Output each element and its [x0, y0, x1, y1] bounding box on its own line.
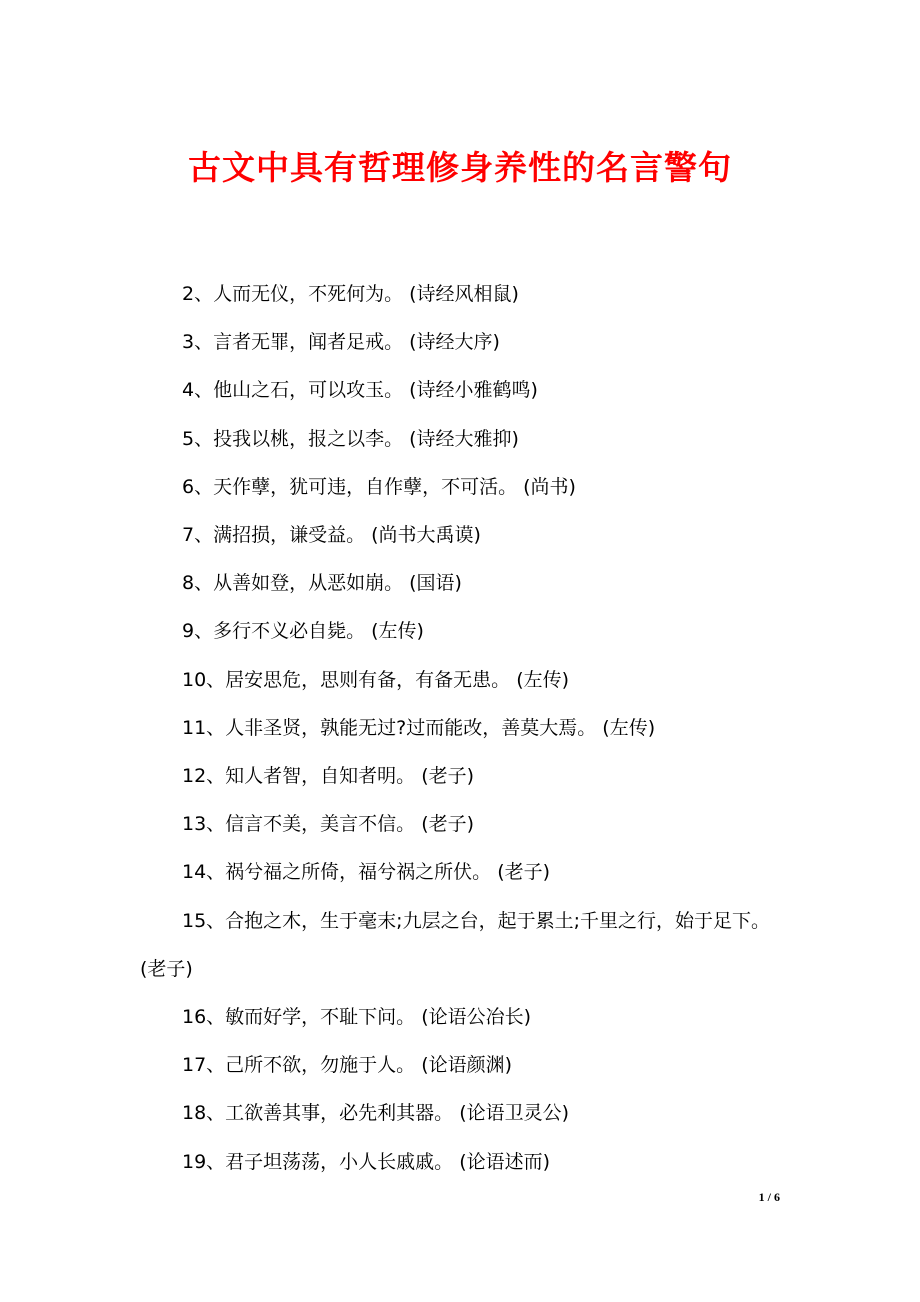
- quote-line: 18、工欲善其事，必先利其器。 (论语卫灵公): [182, 1102, 570, 1125]
- quote-line: 15、合抱之木，生于毫末;九层之台，起于累土;千里之行，始于足下。(老子): [140, 909, 770, 980]
- quote-line: 9、多行不义必自毙。 (左传): [182, 620, 424, 643]
- quote-line: 17、己所不欲，勿施于人。 (论语颜渊): [182, 1054, 513, 1077]
- quote-line: 12、知人者智，自知者明。 (老子): [182, 765, 475, 788]
- quote-line: 4、他山之石，可以攻玉。 (诗经小雅鹤鸣): [182, 379, 538, 402]
- quote-line: 13、信言不美，美言不信。 (老子): [182, 813, 475, 836]
- quote-list: [140, 270, 782, 1186]
- quote-line: 16、敏而好学，不耻下问。 (论语公冶长): [182, 1006, 532, 1029]
- quote-line: 3、言者无罪，闻者足戒。 (诗经大序): [182, 331, 500, 354]
- quote-line: 14、祸兮福之所倚，福兮祸之所伏。 (老子): [182, 861, 551, 884]
- quote-line: 8、从善如登，从恶如崩。 (国语): [182, 572, 462, 595]
- quote-line: 2、人而无仪，不死何为。 (诗经风相鼠): [182, 283, 519, 305]
- quote-line: 10、居安思危，思则有备，有备无患。 (左传): [182, 668, 570, 691]
- quote-line: 5、投我以桃，报之以李。 (诗经大雅抑): [182, 427, 519, 450]
- quote-line: 6、天作孽，犹可违，自作孽，不可活。 (尚书): [182, 475, 576, 498]
- quote-line: 7、满招损，谦受益。 (尚书大禹谟): [182, 524, 481, 547]
- quote-line: 19、君子坦荡荡，小人长戚戚。 (论语述而): [182, 1150, 551, 1173]
- page-title: 古文中具有哲理修身养性的名言警句: [188, 148, 732, 187]
- quote-line: 11、人非圣贤，孰能无过?过而能改，善莫大焉。 (左传): [182, 716, 656, 739]
- page-number: 1 / 6: [758, 1190, 780, 1204]
